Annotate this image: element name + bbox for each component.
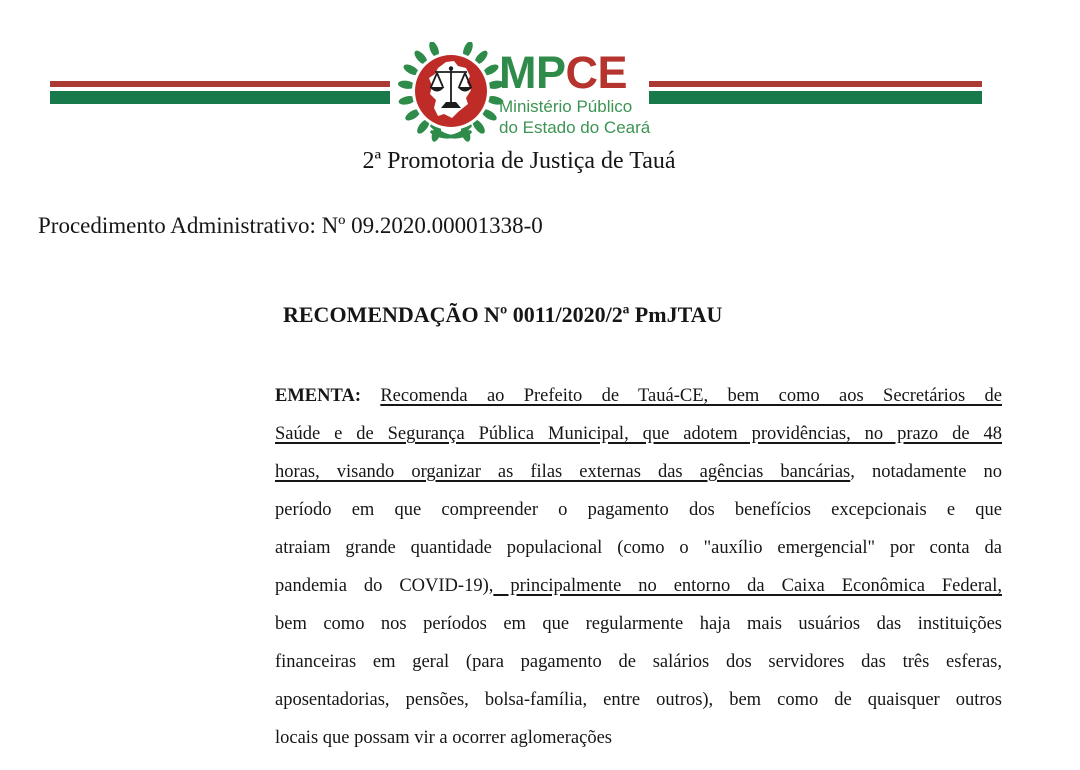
procedure-number-line: Procedimento Administrativo: Nº 09.2020.00001338-0	[38, 213, 543, 238]
ementa-paragraph	[275, 377, 1002, 757]
ementa-line	[275, 605, 1002, 643]
ementa-line	[275, 453, 1002, 491]
header-rule-red-right	[649, 81, 982, 87]
ementa-text: locais que possam vir a ocorrer aglomerações	[275, 728, 612, 748]
ementa-line	[275, 719, 1002, 757]
header-rule-green-right	[649, 91, 982, 104]
mpce-wordmark	[499, 47, 651, 138]
ementa-text: pandemia do COVID-19),	[275, 576, 494, 596]
ementa-line	[275, 491, 1002, 529]
ementa-underlined-text: horas, visando organizar as filas externas das agências bancárias	[275, 462, 851, 482]
header-rule-green-left	[50, 91, 390, 104]
ementa-text: financeiras em geral (para pagamento de salários dos servidores das três esferas,	[275, 652, 1002, 672]
office-title: 2ª Promotoria de Justiça de Tauá	[362, 148, 676, 174]
ementa-underlined-text: Saúde e de Segurança Pública Municipal, que adotem providências, no prazo de 48	[275, 424, 1002, 444]
ementa-line	[275, 643, 1002, 681]
recommendation-heading: RECOMENDAÇÃO Nº 0011/2020/2ª PmJTAU	[283, 302, 723, 327]
ementa-text: bem como nos períodos em que regularmente haja mais usuários das instituições	[275, 614, 1002, 634]
ementa-label: EMENTA:	[275, 386, 381, 406]
ementa-text: aposentadorias, pensões, bolsa-família, entre outros), bem como de quaisquer outros	[275, 690, 1002, 710]
ementa-text: período em que compreender o pagamento dos benefícios excepcionais e que	[275, 500, 1002, 520]
ementa-underlined-text: Recomenda ao Prefeito de Tauá-CE, bem como aos Secretários de	[380, 386, 1002, 406]
ementa-line	[275, 681, 1002, 719]
ementa-line	[275, 377, 1002, 415]
ementa-line	[275, 529, 1002, 567]
header-rule-red-left	[50, 81, 390, 87]
ementa-text: , notadamente no	[850, 462, 1003, 482]
mpce-coat-of-arms-icon	[394, 42, 506, 146]
org-name-line1: Ministério Público	[499, 97, 633, 116]
ementa-underlined-text: principalmente no entorno da Caixa Econômica Federal,	[493, 576, 1002, 596]
ementa-line	[275, 415, 1002, 453]
ementa-line	[275, 567, 1002, 605]
mpce-acronym-mp: MP	[499, 47, 566, 98]
mpce-acronym	[499, 47, 650, 98]
mpce-acronym-ce: CE	[565, 47, 628, 98]
org-name-line2: do Estado do Ceará	[499, 118, 651, 137]
ementa-text: atraiam grande quantidade populacional (como o "auxílio emergencial" por conta da	[275, 538, 1002, 558]
